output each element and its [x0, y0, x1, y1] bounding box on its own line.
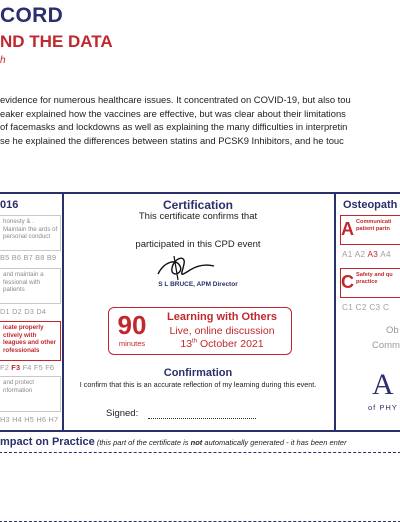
impact-title: mpact on Practice	[0, 436, 95, 448]
standard-codes-d	[0, 307, 46, 316]
academy-logo-subtitle: of PHY	[368, 403, 398, 412]
summary-line: se he explained the differences between statins and PCSK9 Inhibitors, and he touc	[0, 134, 344, 146]
standard-code: B9	[46, 253, 57, 262]
confirmation-title: Confirmation	[163, 367, 233, 379]
standard-code: H7	[48, 415, 59, 424]
standard-code: D4	[36, 307, 47, 316]
standard-code: F4	[22, 363, 32, 372]
standard-code: F6	[45, 363, 55, 372]
summary-line: of facemasks and lockdowns as well as explaining the many difficulties in interpretin	[0, 121, 348, 132]
theme-desc-line: patient partn	[356, 226, 390, 232]
theme-desc-line: practice	[356, 279, 378, 285]
standard-code-selected: F3	[11, 363, 21, 372]
signed-label: Signed:	[106, 408, 139, 419]
academy-logo: A	[372, 368, 394, 401]
confirmation-statement: I confirm that this is an accurate reflection of my learning during this event.	[79, 380, 317, 389]
event-type: Live, online discussion	[169, 325, 275, 337]
certification-statement: This certificate confirms that	[138, 211, 258, 222]
standard-code: B8	[35, 253, 45, 262]
director-name: S L BRUCE, APM Director	[158, 281, 238, 288]
theme-code: C1	[342, 303, 354, 312]
impact-heading	[0, 436, 347, 448]
comments-label: Comm	[372, 340, 400, 351]
standard-code: H4	[12, 415, 22, 424]
theme-code: A1	[342, 250, 353, 259]
theme-desc-line: Safety and qu	[356, 272, 393, 278]
theme-letter-a: A	[341, 219, 354, 239]
impact-entry-box[interactable]	[0, 452, 400, 522]
theme-codes-a	[342, 250, 391, 259]
summary-line: eaker explained how the vaccines are effective, but was clear about their limitations	[0, 107, 346, 119]
impact-note-start: (this part of the certificate is	[94, 438, 191, 447]
standard-code: H3	[0, 415, 10, 424]
theme-code-selected: A3	[367, 250, 379, 259]
standard-desc: honesty & . Maintain the ards of personal conduct	[3, 218, 58, 241]
standard-codes-b	[0, 253, 56, 262]
standard-code: D3	[24, 307, 35, 316]
standard-code: F2	[0, 363, 10, 372]
theme-codes-c	[342, 303, 389, 312]
impact-note-end: automatically generated - it has been enter	[202, 438, 347, 447]
director-signature	[150, 252, 220, 282]
standard-desc: and maintain a fessional with patients	[3, 271, 44, 294]
page-byline: h	[0, 55, 6, 66]
standard-code: B7	[23, 253, 33, 262]
event-date-suffix: th	[192, 338, 198, 345]
theme-code: A2	[354, 250, 366, 259]
standard-code: D2	[12, 307, 22, 316]
theme-code: C	[382, 303, 390, 312]
theme-desc-line: Communicati	[356, 219, 392, 225]
column-divider-right	[334, 193, 336, 431]
signature-field[interactable]	[148, 418, 256, 419]
standard-code: B6	[11, 253, 22, 262]
certification-event-statement: participated in this CPD event	[135, 239, 261, 250]
event-date	[152, 338, 292, 350]
event-date-month-year: October 2021	[199, 338, 264, 350]
cpd-duration-unit: minutes	[118, 339, 146, 348]
standard-box-h	[0, 376, 61, 412]
standard-code: B5	[0, 253, 10, 262]
theme-code: A4	[380, 250, 391, 259]
summary-line: evidence for numerous healthcare issues. It concentrated on COVID-19, but also tou	[0, 94, 351, 105]
page-title: CORD	[0, 4, 64, 27]
event-title: Learning with Others	[166, 311, 277, 323]
standard-code: F5	[33, 363, 43, 372]
standards-title: 016	[0, 199, 19, 211]
standard-codes-f	[0, 363, 54, 372]
theme-desc-c	[356, 272, 400, 286]
standard-code: H5	[24, 415, 35, 424]
theme-code: C2	[355, 303, 367, 312]
standard-box-b	[0, 215, 61, 251]
theme-desc-a	[356, 219, 400, 233]
standard-codes-h	[0, 415, 58, 424]
objectives-label: Ob	[386, 325, 399, 336]
theme-letter-c: C	[341, 272, 354, 292]
certification-title: Certification	[162, 198, 233, 212]
page-subtitle: ND THE DATA	[0, 32, 113, 51]
standard-desc: and protect nformation	[3, 379, 34, 394]
standard-desc: icate properly ctively with leagues and other rofessionals	[3, 324, 56, 354]
standard-code: H6	[36, 415, 47, 424]
impact-note	[95, 438, 347, 447]
column-divider-left	[62, 193, 64, 431]
standard-code: D1	[0, 307, 10, 316]
osteopath-standards-title: Osteopath	[343, 199, 398, 211]
event-date-day: 13	[180, 338, 193, 350]
standard-box-f	[0, 321, 61, 361]
event-summary	[0, 93, 400, 147]
standard-box-d	[0, 268, 61, 304]
cpd-duration-value: 90	[117, 310, 147, 340]
impact-note-emphasis: not	[190, 438, 203, 447]
theme-code: C3	[369, 303, 381, 312]
